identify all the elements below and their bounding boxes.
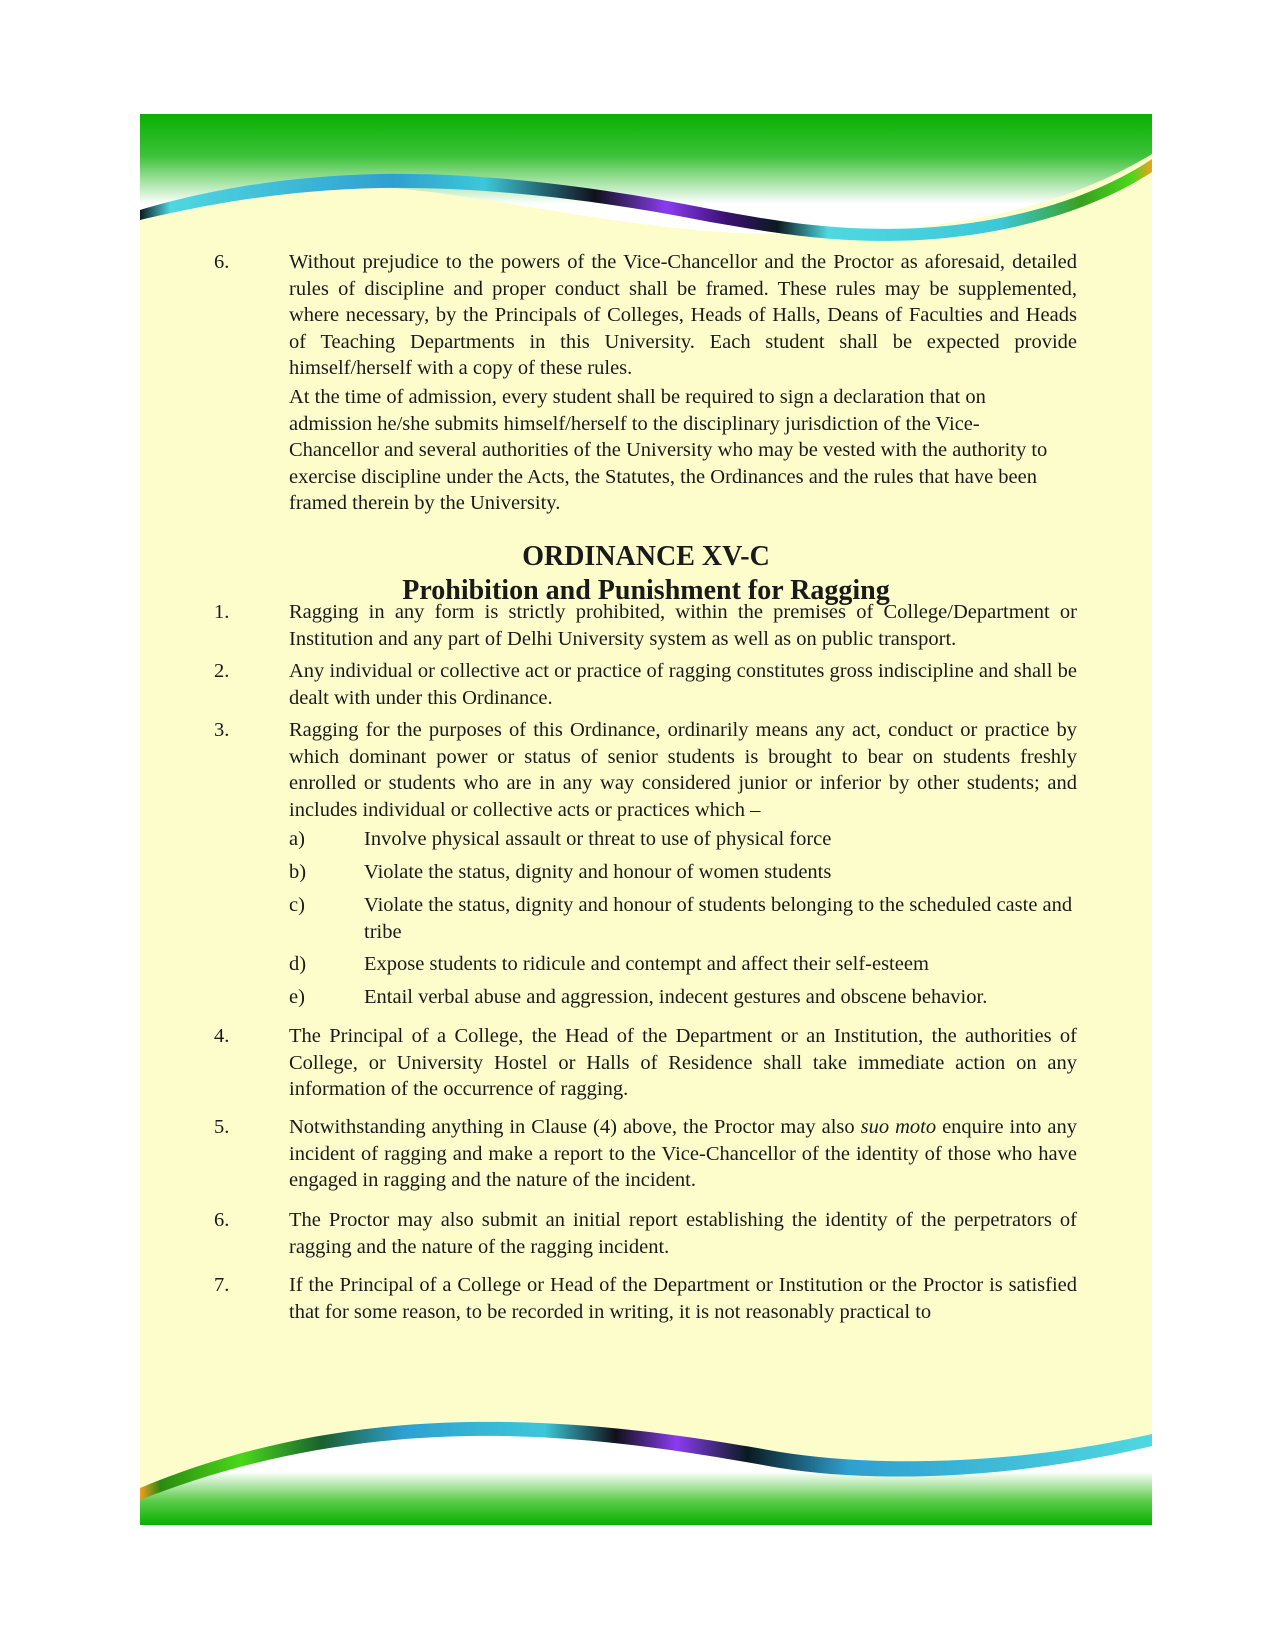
item-paragraph: Without prejudice to the powers of the Vice-Chancellor and the Proctor as aforesaid, detailed rules of discipline and proper conduct shall be framed. These rules may be supplemented, where necessary, by the Principals of Colleges, Heads of Halls, Deans of Faculties and Heads of Teaching Departments in this University. Each student shall be expected provide himself/herself with a copy of these rules.: [289, 251, 1077, 380]
clause-number: 3.: [214, 719, 230, 741]
clause-number: 7.: [214, 1274, 230, 1296]
clause-text: [289, 1114, 1077, 1194]
subitem-label: c): [289, 894, 305, 916]
document-page: [140, 114, 1152, 1525]
clause-text: Ragging for the purposes of this Ordinance, ordinarily means any act, conduct or practice by which dominant power or status of senior students is brought to bear on students freshly enrolled or students who are in any way considered junior or inferior by other students; and includes individual or collective acts or practices which –: [289, 719, 1077, 821]
subitem-text: Expose students to ridicule and contempt and affect their self-esteem: [364, 953, 929, 975]
subitem-label: a): [289, 828, 305, 850]
ordinance-title: ORDINANCE XV-C: [522, 541, 770, 572]
subitem-text: Violate the status, dignity and honour of women students: [364, 861, 832, 883]
wave-ribbon-top-icon: [140, 114, 1152, 264]
clause-text: The Proctor may also submit an initial report establishing the identity of the perpetrators of ragging and the nature of the ragging incident.: [289, 1209, 1077, 1258]
clause-text-italic: suo moto: [860, 1116, 937, 1138]
clause-number: 1.: [214, 601, 230, 623]
clause-text: Any individual or collective act or practice of ragging constitutes gross indiscipline and shall be dealt with under this Ordinance.: [289, 660, 1077, 709]
clause-number: 4.: [214, 1025, 230, 1047]
item-paragraph: At the time of admission, every student shall be required to sign a declaration that on admission he/she submits himself/herself to the disciplinary jurisdiction of the Vice-Chancellor and several authorities of the University who may be vested with the authority to exercise discipline under the Acts, the Statutes, the Ordinances and the rules that have been framed therein by the University.: [289, 386, 1048, 515]
clause-number: 5.: [214, 1116, 230, 1138]
subitem-text: Involve physical assault or threat to use of physical force: [364, 828, 832, 850]
subitem-text: Violate the status, dignity and honour of students belonging to the scheduled caste and tribe: [364, 894, 1073, 943]
clause-number: 2.: [214, 660, 230, 682]
clause-text: Ragging in any form is strictly prohibited, within the premises of College/Department or Institution and any part of Delhi University system as well as on public transport.: [289, 601, 1077, 650]
subitem-text: Entail verbal abuse and aggression, indecent gestures and obscene behavior.: [364, 986, 988, 1008]
top-decorative-band: [140, 114, 1152, 264]
subitem-label: d): [289, 953, 307, 975]
subitem-label: e): [289, 986, 305, 1008]
bottom-decorative-band: [140, 1400, 1152, 1525]
clause-text-after: enquire into any incident of ragging and make a report to the Vice-Chancellor of the identity of those who have engaged in ragging and the nature of the incident.: [289, 1116, 1077, 1192]
clause-text-before: Notwithstanding anything in Clause (4) above, the Proctor may also: [289, 1116, 861, 1138]
clause-text: The Principal of a College, the Head of the Department or an Institution, the authorities of College, or University Hostel or Halls of Residence shall take immediate action on any information of the occurrence of ragging.: [289, 1025, 1077, 1101]
ordinance-subtitle: Prohibition and Punishment for Ragging: [402, 575, 890, 606]
clause-number: 6.: [214, 1209, 230, 1231]
item-number: 6.: [214, 251, 230, 273]
clause-text: If the Principal of a College or Head of the Department or Institution or the Proctor is satisfied that for some reason, to be recorded in writing, it is not reasonably practical to: [289, 1274, 1077, 1323]
subitem-label: b): [289, 861, 307, 883]
wave-ribbon-bottom-icon: [140, 1400, 1152, 1525]
